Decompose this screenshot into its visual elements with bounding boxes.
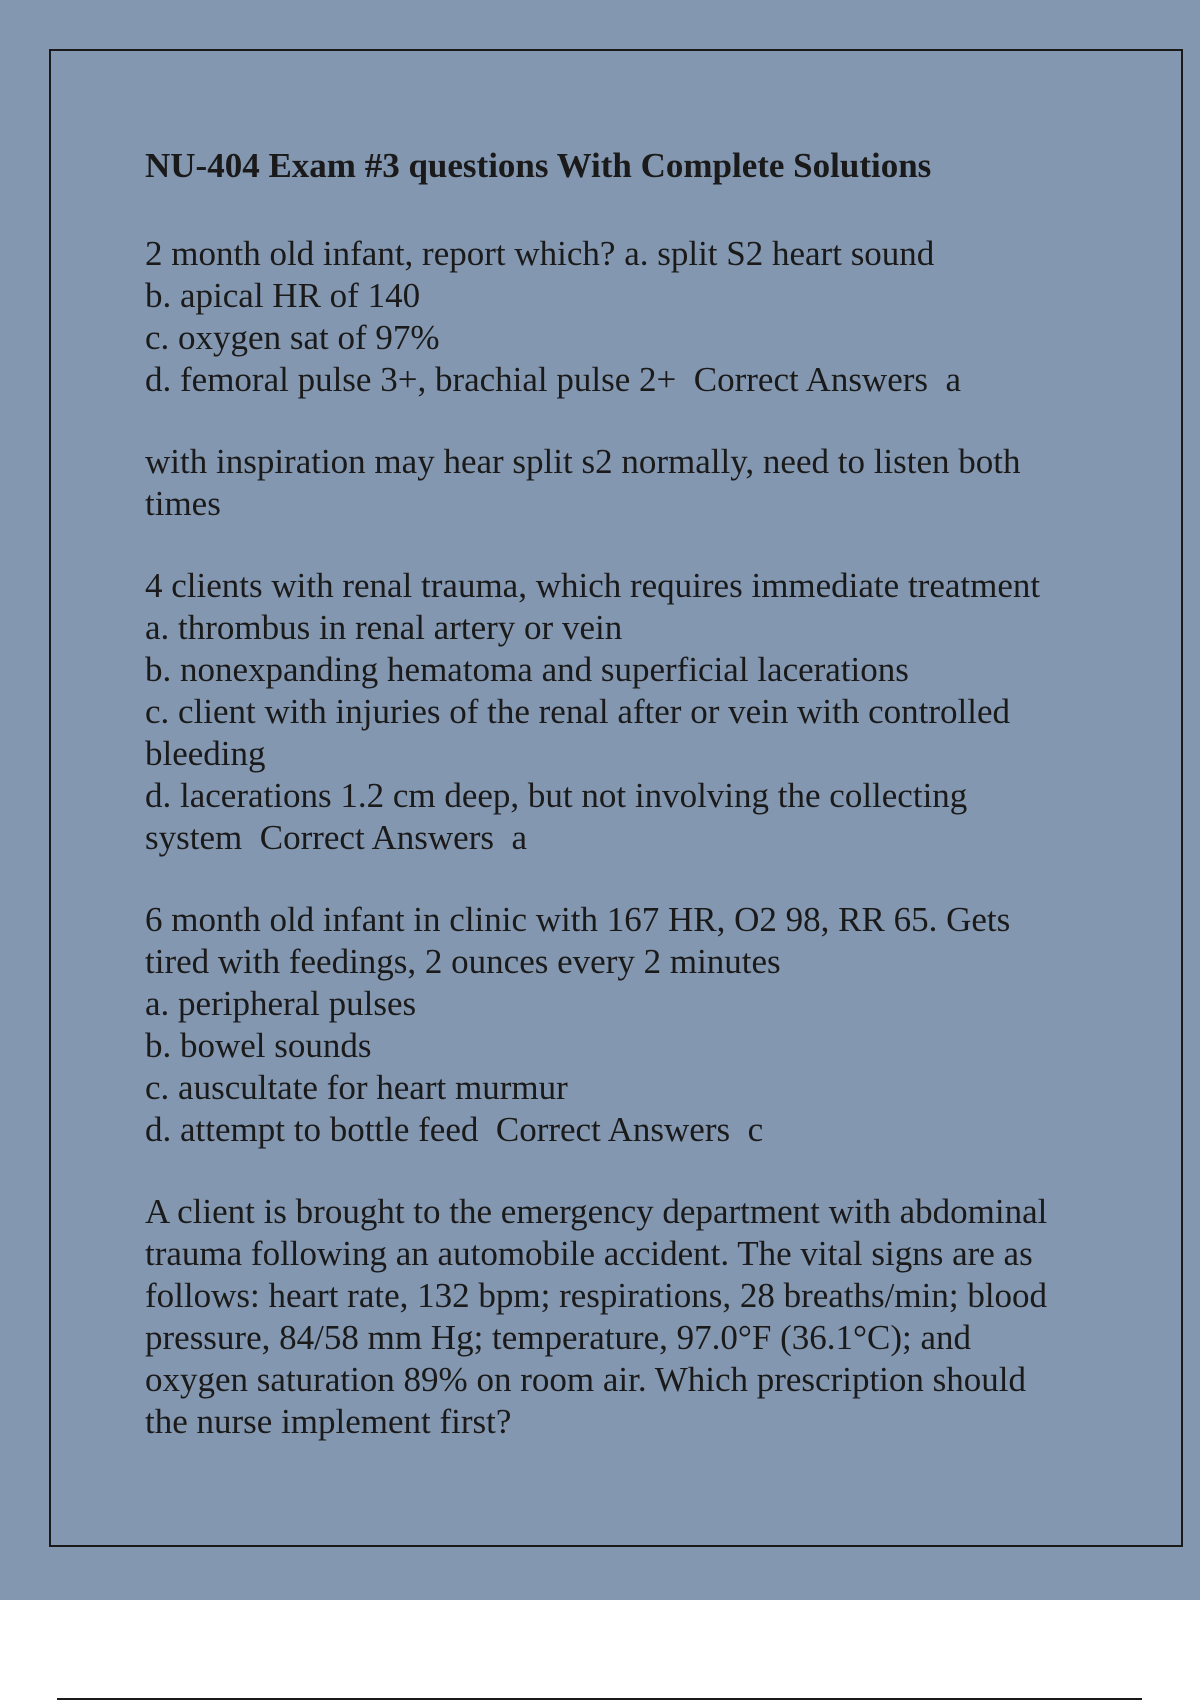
text-line: b. bowel sounds: [145, 1026, 372, 1065]
text-line: the nurse implement first?: [145, 1402, 512, 1441]
question-block: [145, 899, 1105, 1151]
text-line: 2 month old infant, report which? a. split S2 heart sound: [145, 234, 935, 273]
question-block: [145, 565, 1105, 859]
text-line: c. auscultate for heart murmur: [145, 1068, 568, 1107]
text-line: d. femoral pulse 3+, brachial pulse 2+ Correct Answers a: [145, 360, 962, 399]
text-line: bleeding: [145, 734, 266, 773]
text-line: trauma following an automobile accident. The vital signs are as: [145, 1234, 1033, 1273]
text-line: pressure, 84/58 mm Hg; temperature, 97.0°F (36.1°C); and: [145, 1318, 972, 1357]
document-title: NU-404 Exam #3 questions With Complete Solutions: [145, 146, 932, 185]
text-line: d. lacerations 1.2 cm deep, but not involving the collecting: [145, 776, 968, 815]
text-line: follows: heart rate, 132 bpm; respirations, 28 breaths/min; blood: [145, 1276, 1048, 1315]
text-line: 6 month old infant in clinic with 167 HR, O2 98, RR 65. Gets: [145, 900, 1011, 939]
text-line: a. thrombus in renal artery or vein: [145, 608, 623, 647]
text-line: c. client with injuries of the renal after or vein with controlled: [145, 692, 1010, 731]
text-line: A client is brought to the emergency department with abdominal: [145, 1192, 1048, 1231]
text-line: oxygen saturation 89% on room air. Which prescription should: [145, 1360, 1026, 1399]
text-line: with inspiration may hear split s2 normally, need to listen both: [145, 442, 1021, 481]
text-line: times: [145, 484, 221, 523]
text-line: system Correct Answers a: [145, 818, 528, 857]
question-block: [145, 1191, 1105, 1443]
text-line: c. oxygen sat of 97%: [145, 318, 440, 357]
document-body: [145, 140, 1105, 1483]
text-line: 4 clients with renal trauma, which requires immediate treatment: [145, 566, 1041, 605]
text-line: tired with feedings, 2 ounces every 2 minutes: [145, 942, 781, 981]
text-line: b. apical HR of 140: [145, 276, 421, 315]
rationale-block: [145, 441, 1105, 525]
text-line: a. peripheral pulses: [145, 984, 417, 1023]
text-line: d. attempt to bottle feed Correct Answers c: [145, 1110, 764, 1149]
question-block: [145, 233, 1105, 401]
text-line: b. nonexpanding hematoma and superficial lacerations: [145, 650, 909, 689]
